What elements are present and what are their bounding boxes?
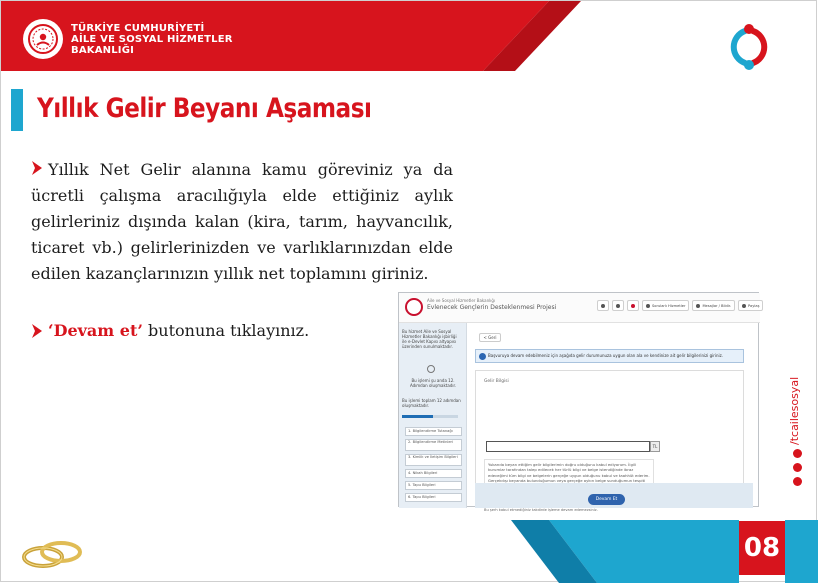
info-notice [475,349,744,363]
chevron-right-icon [31,323,43,339]
embedded-screenshot [398,292,760,512]
faq-button[interactable]: Sorularlı Hizmetler [642,300,689,311]
print-icon[interactable] [597,300,609,311]
ministry-name: TÜRKİYE CUMHURİYETİ AİLE VE SOSYAL HİZMETLER BAKANLIĞI [71,22,233,56]
shot-main [475,329,753,512]
continue-bar [475,483,753,508]
search-icon[interactable] [612,300,624,311]
step-info: Bu işlemi şu anda 12. Adımdan oluşmaktadır. [409,378,457,388]
shot-sidebar [399,323,467,508]
instruction-2 [31,320,309,342]
step-item[interactable]: 6. Tapu Bilgileri [405,493,462,502]
step-item[interactable]: 5. Tapu Bilgileri [405,481,462,490]
annual-income-input[interactable] [486,441,650,452]
step-item[interactable]: 4. Nikah Bilgileri [405,469,462,478]
progress-fill [402,415,433,418]
step-item[interactable]: 3. Kimlik ve İletişim Bilgileri [405,454,462,466]
twitter-icon [793,463,802,472]
instagram-icon [793,449,802,458]
continue-highlight: ‘Devam et’ [48,321,143,340]
acknowledgement-note: Bu şerh kabul etmediğiniz takdirde işleme devam edemezsiniz. [484,508,598,512]
page-title: Yıllık Gelir Beyanı Aşaması [37,93,372,124]
info-icon [479,353,486,360]
home-icon[interactable] [627,300,639,311]
clock-icon [427,365,435,373]
overview-info: Bu işlemi toplam 12 adımdan oluşmaktadır. [402,398,461,408]
instruction-1-text: Yıllık Net Gelir alanına kamu göreviniz ya da ücretli çalışma aracılığıyla elde ettiğiniz aylık gelirleriniz dışında kalan (kira, tarım, hayvancılık, ticaret vb.) gelirlerinizden ve varlıklarınızdan elde edilen kazançlarınızın yıllık net toplamını giriniz. [31,160,453,283]
share-button[interactable]: Paylaş [738,300,763,311]
shot-seal-icon [405,298,423,316]
acknowledgement-text: Yukarıda beyan ettiğim gelir bilgilerimin doğru olduğunu kabul ediyorum. İlgili kurumlar tarafından talep edilecek her türlü bilgi ve belge istendiğinde ibraz edeceğimi tüm bilgi ve belgelerin gerçeğe uygun olduğunu kabul ve taahhüt ederim. Gerçekdışı beyanda bulunduğumun veya gerçeğe aykırı belge sunduğumun tespiti [488,462,650,483]
wedding-rings-icon [19,537,85,571]
messages-button[interactable]: Mesajlar / Bildir. [692,300,735,311]
social-handle: /tcailesosyal [788,376,801,445]
shot-header [399,293,760,323]
step-item[interactable]: 1. Bilgilendirme Tutanağı [405,427,462,436]
continue-button[interactable]: Devam Et [588,494,625,505]
title-accent-bar [11,89,23,131]
instruction-1 [31,157,453,287]
back-button[interactable]: < Geri [479,333,501,342]
card-title: Gelir Bilgisi [484,379,509,384]
shot-toolbar [597,300,763,311]
ministry-logo [23,19,233,59]
step-list [405,427,462,505]
notice-text: Başvuruya devam edebilmeniz için aşağıda gelir durumunuza uygun olan ala ve kendinize ait gelir bilgilerinizi giriniz. [488,353,723,358]
footer-stripe [1,520,818,583]
program-logo-icon [723,23,775,71]
currency-addon: TL [650,441,660,452]
page-number: 08 [739,521,785,575]
progress-bar [402,415,458,418]
step-item[interactable]: 2. Bilgilendirme Metinleri [405,439,462,451]
shot-project-title: Evlenecek Gençlerin Desteklenmesi Projesi [427,304,557,311]
shot-org: Aile ve Sosyal Hizmetler Bakanlığı [427,298,495,303]
ministry-seal-icon [23,19,63,59]
chevron-right-icon [31,160,43,176]
instruction-2-text: butonuna tıklayınız. [142,321,310,340]
facebook-icon [793,477,802,486]
service-info: Bu hizmet Aile ve Sosyal Hizmetler Bakanlığı işbirliği ile e-Devlet Kapısı altyapısı üzerinden sunulmaktadır. [402,329,457,349]
